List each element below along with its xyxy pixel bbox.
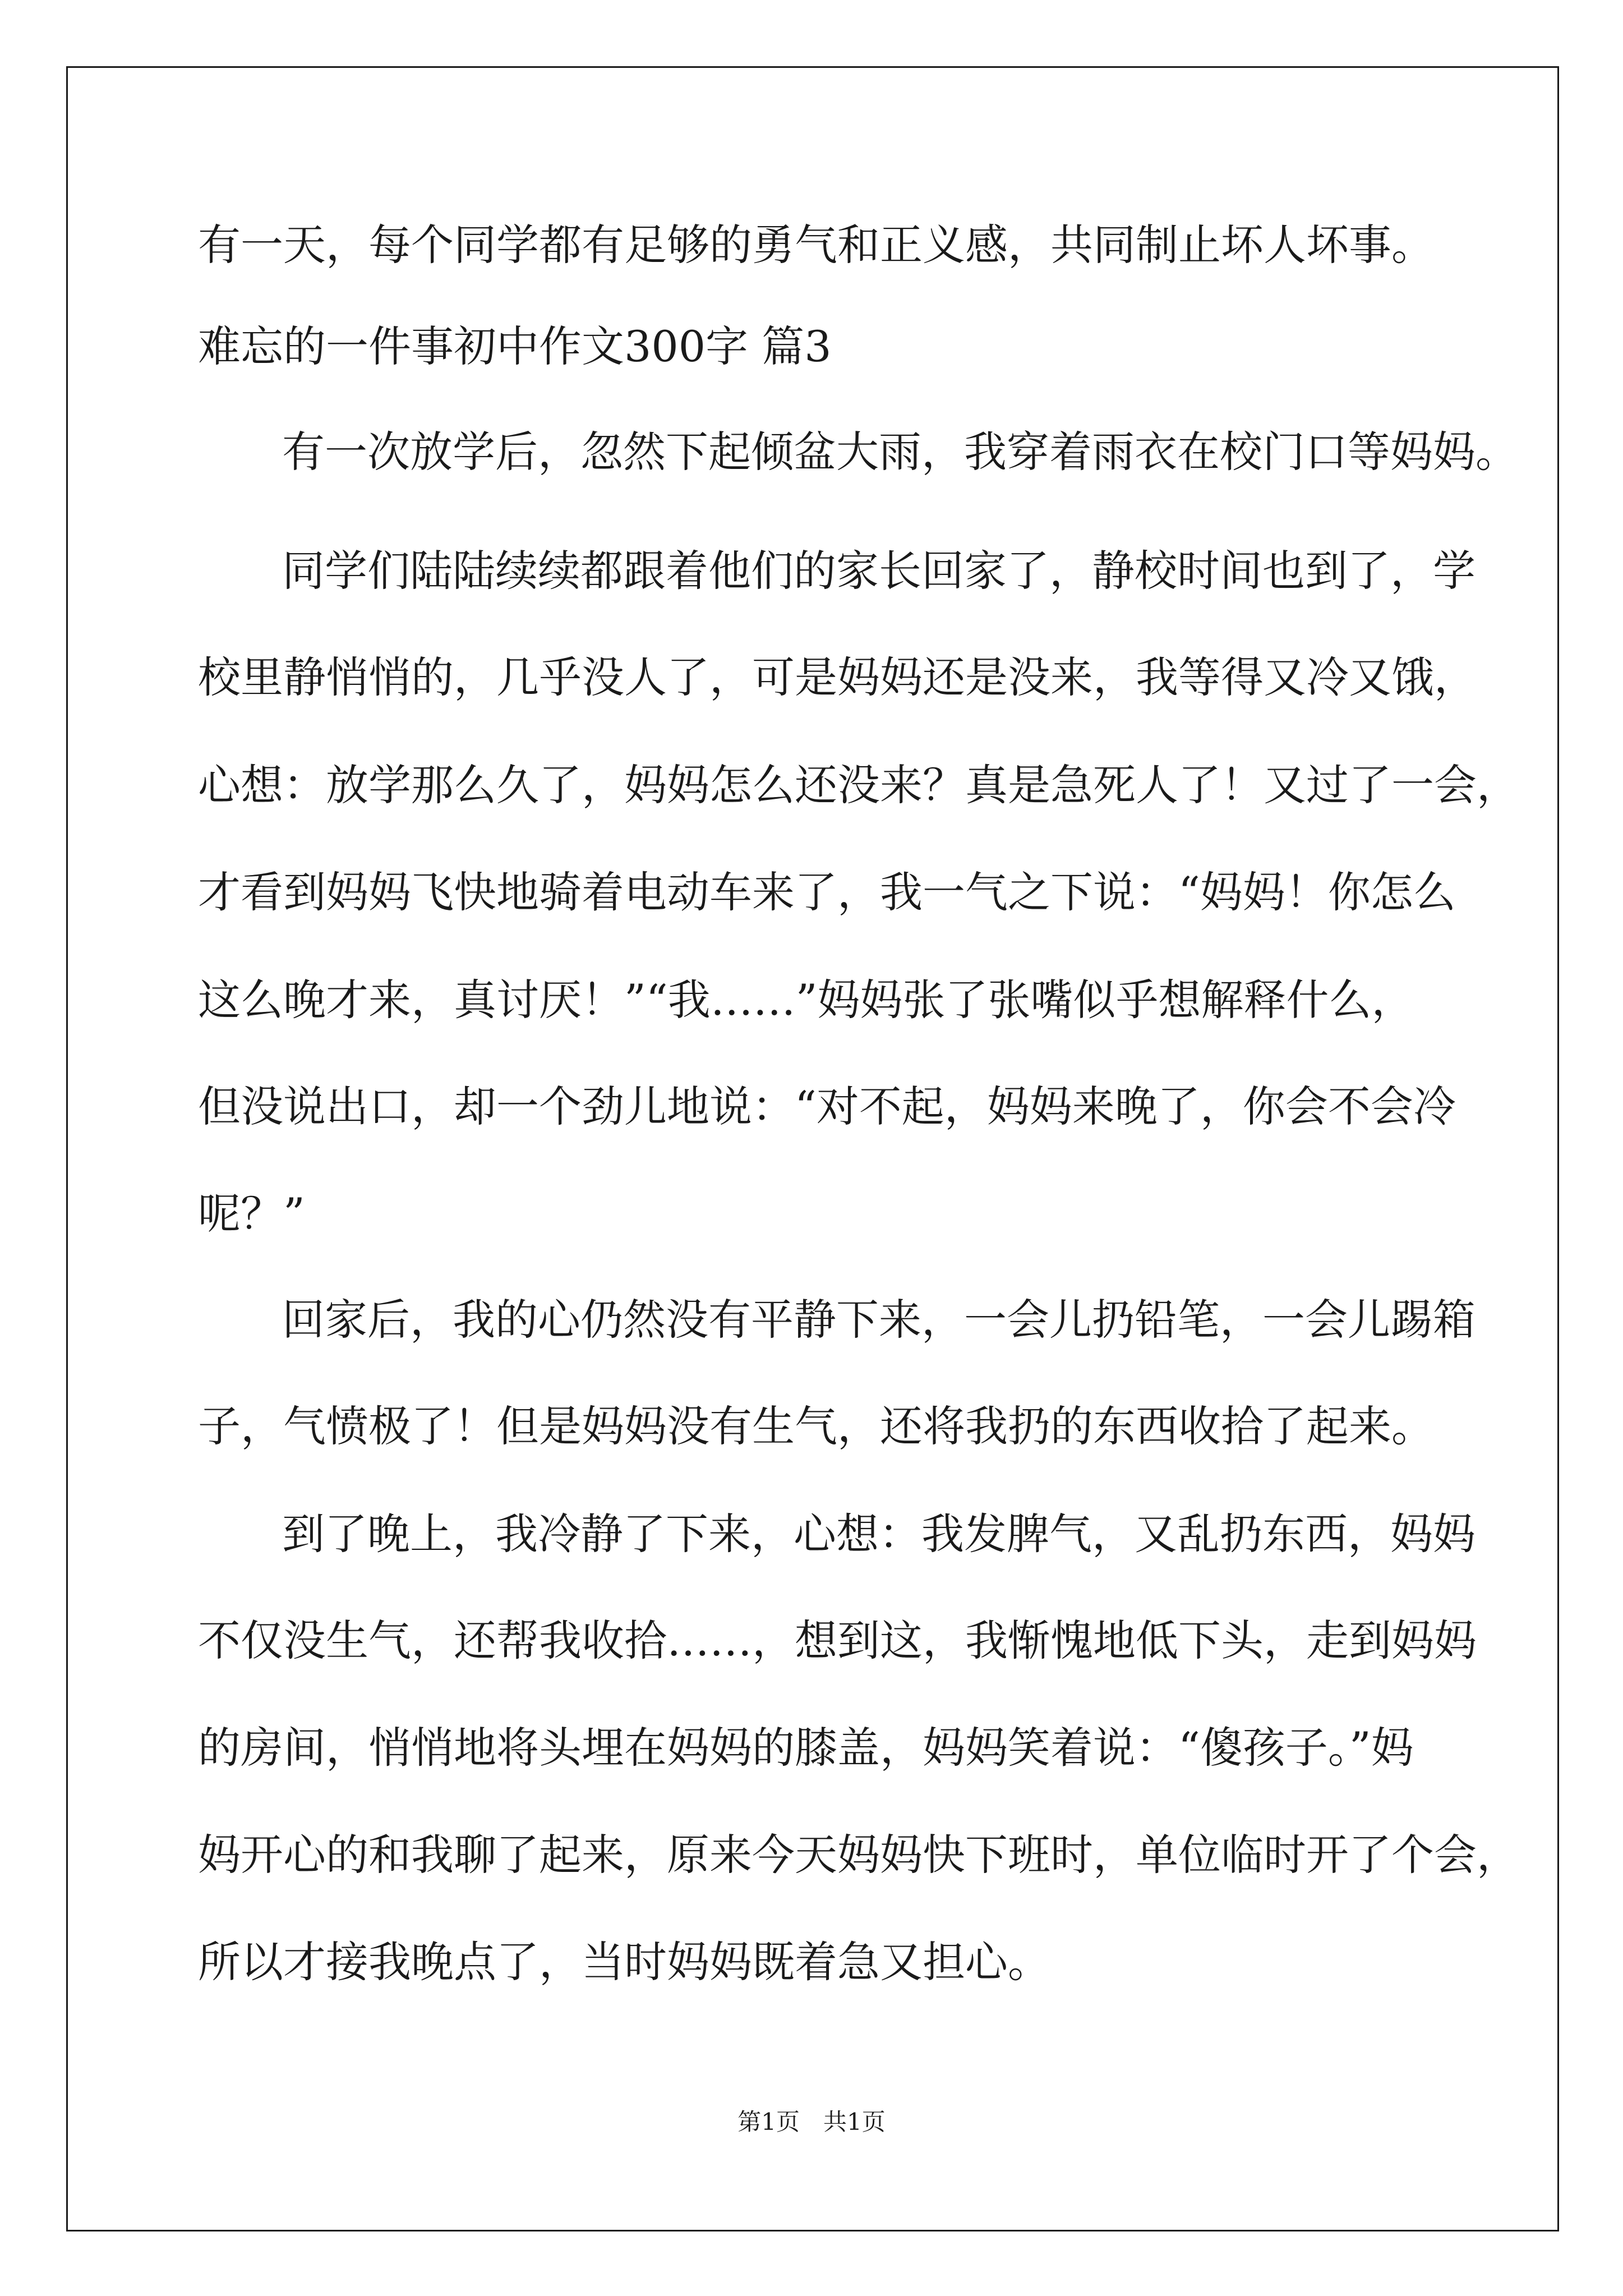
paragraph-4-line-1: 到了晚上，我冷静了下来，心想：我发脾气，又乱扔东西，妈妈: [282, 1509, 1476, 1559]
paragraph-3-line-1: 回家后，我的心仍然没有平静下来，一会儿扔铅笔，一会儿踢箱: [282, 1295, 1476, 1345]
page-border: [66, 66, 1559, 2231]
text-line-continuation: 有一天，每个同学都有足够的勇气和正义感，共同制止坏人坏事。: [198, 220, 1434, 270]
paragraph-4-line-3: 的房间，悄悄地将头埋在妈妈的膝盖，妈妈笑着说：“傻孩子。”妈: [198, 1723, 1414, 1773]
paragraph-4-line-4: 妈开心的和我聊了起来，原来今天妈妈快下班时，单位临时开了个会，: [198, 1830, 1519, 1880]
paragraph-1-line-1: 有一次放学后，忽然下起倾盆大雨，我穿着雨衣在校门口等妈妈。: [282, 427, 1518, 477]
paragraph-2-line-5: 这么晚才来，真讨厌！”“我……”妈妈张了张嘴似乎想解释什么，: [198, 975, 1414, 1025]
paragraph-2-line-1: 同学们陆陆续续都跟着他们的家长回家了，静校时间也到了，学: [282, 546, 1476, 596]
page-number-footer: 第1页 共1页: [737, 2108, 886, 2136]
paragraph-2-line-6: 但没说出口，却一个劲儿地说：“对不起，妈妈来晚了，你会不会冷: [198, 1082, 1456, 1131]
paragraph-2-line-2: 校里静悄悄的，几乎没人了，可是妈妈还是没来，我等得又冷又饿，: [198, 652, 1477, 702]
section-heading: 难忘的一件事初中作文300字 篇3: [198, 321, 832, 371]
paragraph-2-line-3: 心想：放学那么久了，妈妈怎么还没来？真是急死人了！又过了一会，: [198, 760, 1519, 810]
paragraph-4-line-2: 不仅没生气，还帮我收拾……，想到这，我惭愧地低下头，走到妈妈: [198, 1616, 1477, 1665]
paragraph-4-line-5: 所以才接我晚点了，当时妈妈既着急又担心。: [198, 1937, 1050, 1987]
paragraph-2-line-4: 才看到妈妈飞快地骑着电动车来了，我一气之下说：“妈妈！你怎么: [198, 867, 1456, 917]
paragraph-3-line-2: 子，气愤极了！但是妈妈没有生气，还将我扔的东西收拾了起来。: [198, 1401, 1434, 1451]
paragraph-2-line-7: 呢？”: [198, 1189, 305, 1239]
